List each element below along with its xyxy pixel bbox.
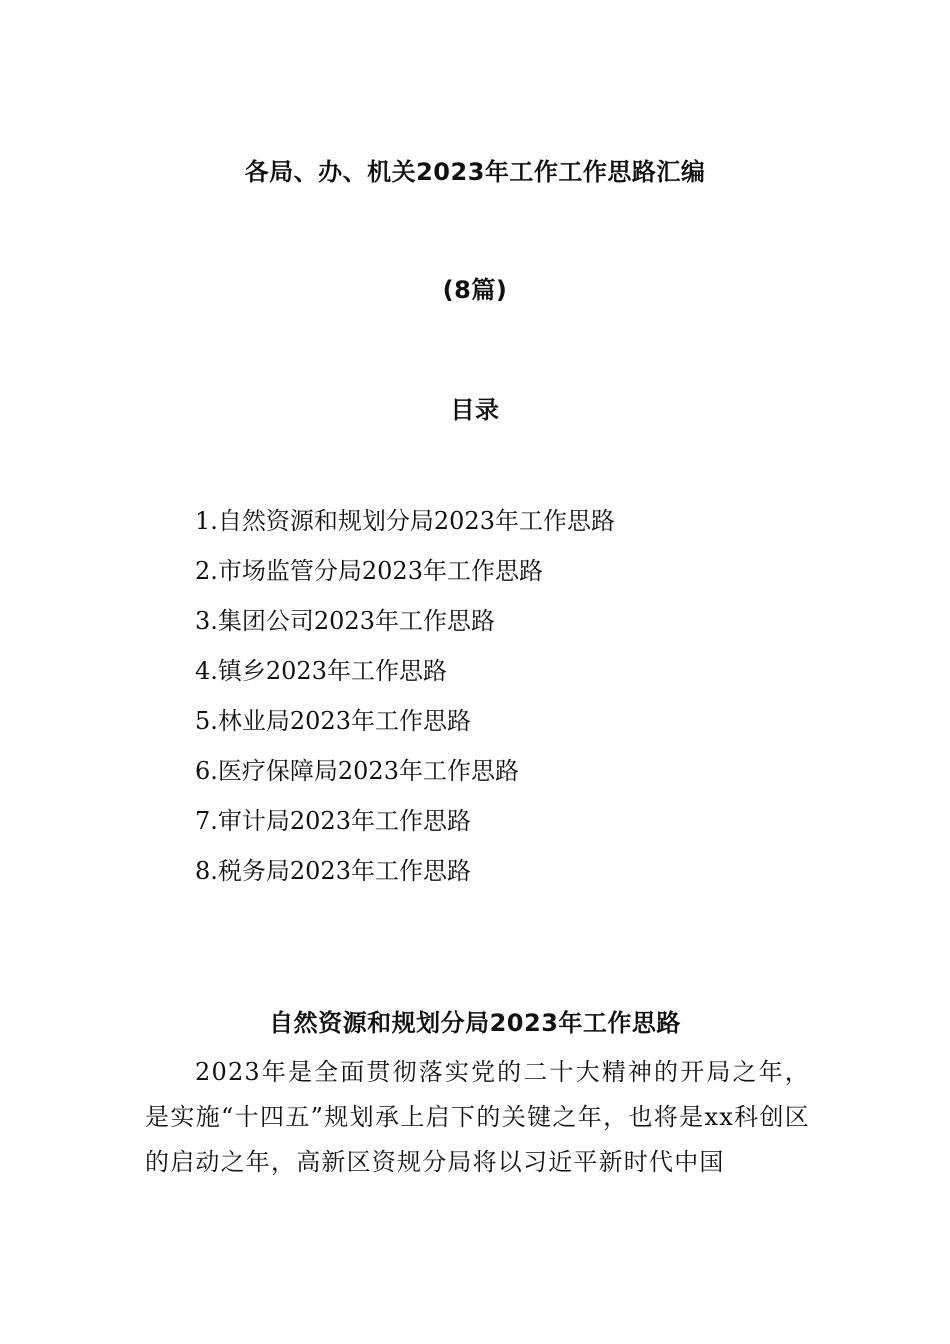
article-count: (8篇): [442, 276, 508, 304]
toc-item: 5.林业局2023年工作思路: [195, 707, 471, 735]
toc-item: 4.镇乡2023年工作思路: [195, 657, 447, 685]
table-of-contents: [195, 504, 615, 904]
toc-item: 7.审计局2023年工作思路: [195, 807, 471, 835]
section-title: 自然资源和规划分局2023年工作思路: [269, 1009, 681, 1037]
toc-item: 6.医疗保障局2023年工作思路: [195, 757, 519, 785]
toc-item: 1.自然资源和规划分局2023年工作思路: [195, 507, 615, 535]
body-paragraph: 2023年是全面贯彻落实党的二十大精神的开局之年，是实施“十四五”规划承上启下的关键之年，也将是xx科创区的启动之年，高新区资规分局将以习近平新时代中国: [145, 1058, 810, 1176]
toc-item: 8.税务局2023年工作思路: [195, 857, 471, 885]
toc-heading: 目录: [450, 396, 500, 424]
toc-item: 3.集团公司2023年工作思路: [195, 607, 495, 635]
toc-item: 2.市场监管分局2023年工作思路: [195, 557, 543, 585]
document-title: 各局、办、机关2023年工作工作思路汇编: [244, 158, 706, 186]
